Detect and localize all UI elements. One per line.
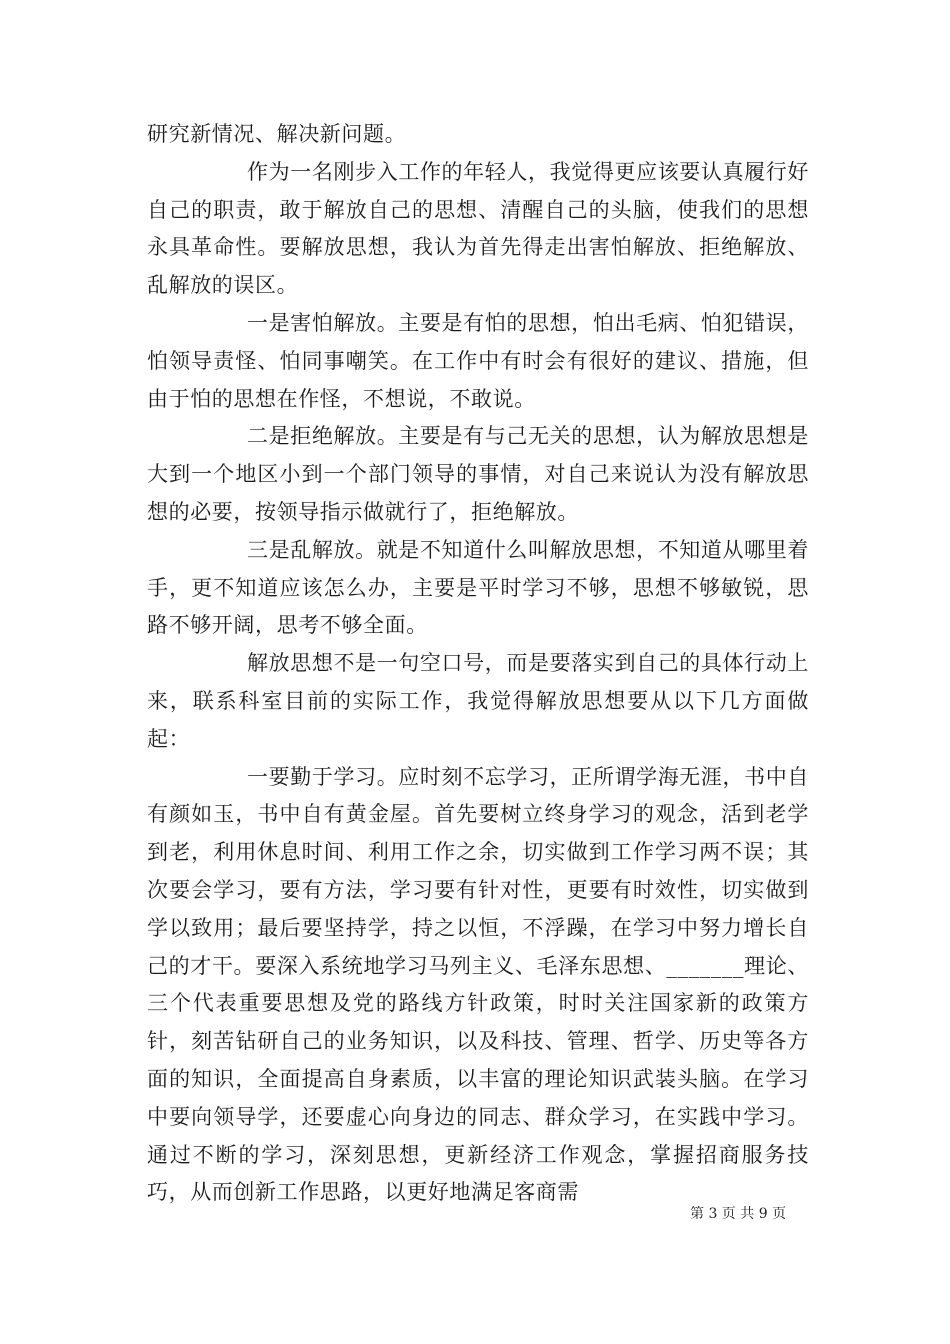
page-number-footer: 第 3 页 共 9 页 (690, 1206, 787, 1222)
paragraph-3: 一是害怕解放。主要是有怕的思想，怕出毛病、怕犯错误，怕领导责怪、怕同事嘲笑。在工作中有时会有很好的建议、措施，但由于怕的思想在作怪，不想说，不敢说。 (147, 310, 809, 411)
paragraph-1: 研究新情况、解决新问题。 (147, 122, 407, 146)
document-body (147, 116, 809, 1212)
paragraph-4: 二是拒绝解放。主要是有与己无关的思想，认为解放思想是大到一个地区小到一个部门领导的事情，对自己来说认为没有解放思想的必要，按领导指示做就行了，拒绝解放。 (147, 424, 809, 524)
paragraph-5: 三是乱解放。就是不知道什么叫解放思想，不知道从哪里着手，更不知道应该怎么办，主要是平时学习不够，思想不够敏锐，思路不够开阔，思考不够全面。 (147, 537, 809, 638)
paragraph-6: 解放思想不是一句空口号，而是要落实到自己的具体行动上来，联系科室目前的实际工作，我觉得解放思想要从以下几方面做起： (147, 651, 809, 751)
paragraph-2: 作为一名刚步入工作的年轻人，我觉得更应该要认真履行好自己的职责，敢于解放自己的思想、清醒自己的头脑，使我们的思想永具革命性。要解放思想，我认为首先得走出害怕解放、拒绝解放、乱解放的误区。 (147, 159, 809, 298)
paragraph-7: 一要勤于学习。应时刻不忘学习，正所谓学海无涯，书中自有颜如玉，书中自有黄金屋。首先要树立终身学习的观念，活到老学到老，利用休息时间、利用工作之余，切实做到工作学习两不误；其次要会学习，要有方法，学习要有针对性，更要有时效性，切实做到学以致用；最后要坚持学，持之以恒，不浮躁，在学习中努力增长自己的才干。要深入系统地学习马列主义、毛泽东思想、_______理论、三个代表重要思想及党的路线方针政策，时时关注国家新的政策方针，刻苦钻研自己的业务知识，以及科技、管理、哲学、历史等各方面的知识，全面提高自身素质，以丰富的理论知识武装头脑。在学习中要向领导学，还要虚心向身边的同志、群众学习，在实践中学习。通过不断的学习，深刻思想，更新经济工作观念，掌握招商服务技巧，从而创新工作思路，以更好地满足客商需 (147, 764, 809, 1205)
